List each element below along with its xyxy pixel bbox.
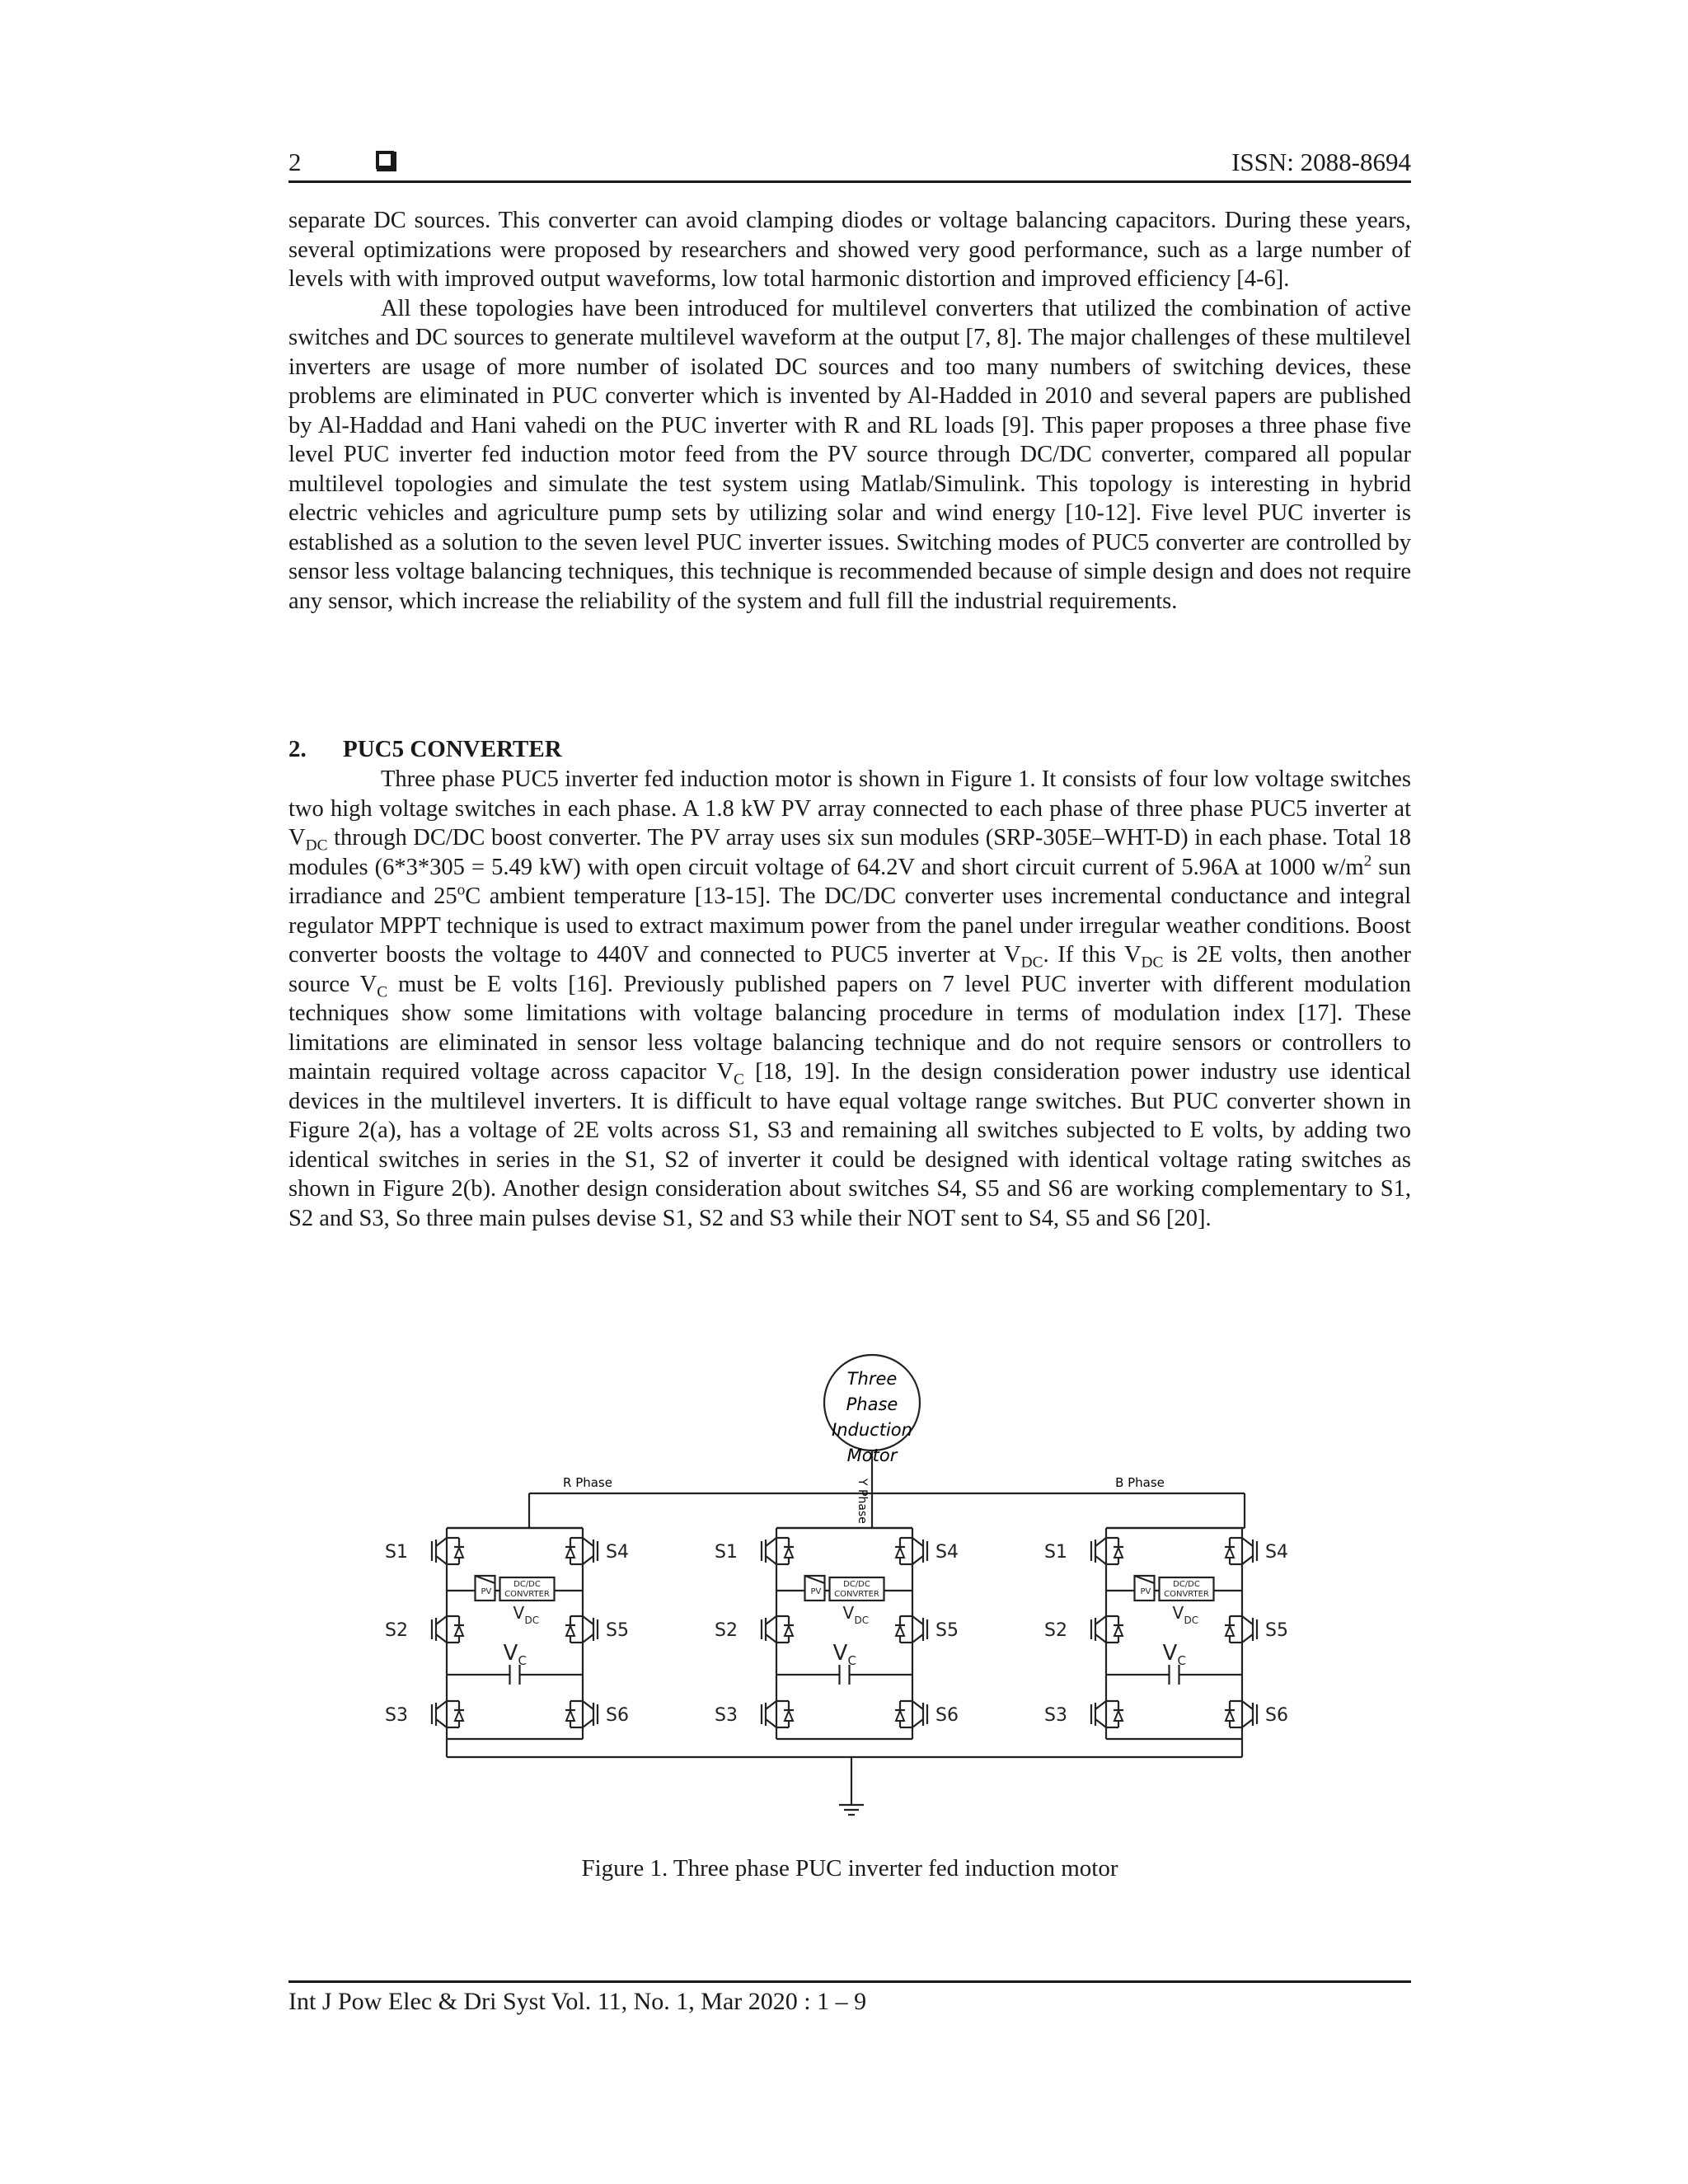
motor-label-line: Three <box>846 1369 898 1389</box>
igbt-switch-icon <box>1225 1701 1257 1727</box>
phase-labels <box>1044 1542 1288 1726</box>
switch-label: S4 <box>606 1542 629 1563</box>
igbt-switch-icon <box>1225 1616 1257 1643</box>
switch-label: S1 <box>1044 1542 1067 1563</box>
section-heading <box>288 734 562 764</box>
vdc-label: V <box>842 1603 855 1623</box>
pv-label: PV <box>481 1587 492 1596</box>
converter-label: CONVRTER <box>504 1590 550 1599</box>
switch-label: S2 <box>1044 1620 1067 1641</box>
phase-labels <box>715 1542 959 1726</box>
vc-label: V <box>1162 1641 1178 1666</box>
vc-subscript: C <box>1177 1653 1186 1668</box>
igbt-switch-icon <box>565 1616 598 1643</box>
figure-caption: Figure 1. Three phase PUC inverter fed induction motor <box>581 1855 1118 1882</box>
switch-label: S5 <box>606 1620 629 1641</box>
paragraph: Three phase PUC5 inverter fed induction motor is shown in Figure 1. It consists of four low voltage switches two high voltage switches in each phase. A 1.8 kW PV array connected to each phase of three phase PUC5 inverter at $V_{DC}$ through DC/DC boost converter. The PV array uses six sun modules (SRP-305E–WHT-D) in each phase. Total 18 modules (6*3*305 = 5.49 kW) with open circuit voltage of 64.2V and short circuit current of 5.96A at 1000 $w/m^2$ sun irradiance and 25$^o$C ambient temperature [13-15]. The DC/DC converter uses incremental conductance and integral regulator MPPT technique is used to extract maximum power from the panel under irregular weather conditions. Boost converter boosts the voltage to 440V and connected to PUC5 inverter at $V_{DC}$. If this $V_{DC}$ is 2E volts, then another source $V_C$ must be E volts [16]. Previously published papers on 7 level PUC inverter with different modulation techniques show some limitations with voltage balancing procedure in terms of modulation index [17]. These limitations are eliminated in sensor less voltage balancing technique and do not require sensors or controllers to maintain required voltage across capacitor $V_C$ [18, 19]. In the design consideration power industry use identical devices in the multilevel inverters. It is difficult to have equal voltage range switches. But PUC converter shown in Figure 2(a), has a voltage of 2E volts across S1, S3 and remaining all switches subjected to E volts, by adding two identical switches in series in the S1, S2 of inverter it could be designed with identical voltage rating switches as shown in Figure 2(b). Another design consideration about switches S4, S5 and S6 are working complementary to S1, S2 and S3, So three main pulses devise S1, S2 and S3 while their NOT sent to S4, S5 and S6 [20]. <box>288 766 1412 1231</box>
switch-label: S2 <box>715 1620 738 1641</box>
igbt-switch-icon <box>762 1538 794 1564</box>
switch-label: S6 <box>606 1705 629 1726</box>
vc-subscript: C <box>847 1653 856 1668</box>
r-phase-label: R Phase <box>563 1475 612 1490</box>
inverter-phase <box>1091 1526 1257 1739</box>
footer-citation: Int J Pow Elec & Dri Syst Vol. 11, No. 1, Mar 2020 : 1 – 9 <box>288 1988 867 2015</box>
igbt-switch-icon <box>895 1616 927 1643</box>
switch-label: S5 <box>1265 1620 1288 1641</box>
vdc-subscript: DC <box>524 1615 540 1626</box>
section-text <box>288 765 1411 1233</box>
issn-label: ISSN: 2088-8694 <box>1231 148 1411 176</box>
page-number: 2 <box>288 148 302 176</box>
footer-rule <box>288 1980 1411 1983</box>
switch-label: S3 <box>385 1705 408 1726</box>
converter-label: CONVRTER <box>834 1590 879 1599</box>
pv-label: PV <box>1140 1587 1151 1596</box>
inverter-phase <box>762 1526 927 1739</box>
paragraph: separate DC sources. This converter can avoid clamping diodes or voltage balancing capacitors. During these years, several optimizations were proposed by researchers and showed very good performance, such as a large number of levels with with improved output waveforms, low total harmonic distortion and improved efficiency [4-6]. <box>288 208 1411 292</box>
igbt-switch-icon <box>895 1701 927 1727</box>
switch-label: S1 <box>385 1542 408 1563</box>
igbt-switch-icon <box>1091 1616 1123 1643</box>
switch-label: S2 <box>385 1620 408 1641</box>
switch-label: S1 <box>715 1542 738 1563</box>
motor-label-line: Motor <box>846 1446 898 1465</box>
igbt-switch-icon <box>762 1616 794 1643</box>
switch-label: S6 <box>935 1705 959 1726</box>
igbt-switch-icon <box>1091 1701 1123 1727</box>
converter-label: DC/DC <box>1173 1580 1200 1589</box>
igbt-switch-icon <box>432 1616 464 1643</box>
vdc-subscript: DC <box>854 1615 870 1626</box>
paragraph: All these topologies have been introduced for multilevel converters that utilized the combination of active switches and DC sources to generate multilevel waveform at the output [7, 8]. The major challenges of these multilevel inverters are usage of more number of isolated DC sources and too many numbers of switching devices, these problems are eliminated in PUC converter which is invented by Al-Hadded in 2010 and several papers are published by Al-Haddad and Hani vahedi on the PUC inverter with R and RL loads [9]. This paper proposes a three phase five level PUC inverter fed induction motor feed from the PV source through DC/DC converter, compared all popular multilevel topologies and simulate the test system using Matlab/Simulink. This topology is interesting in hybrid electric vehicles and agriculture pump sets by utilizing solar and wind energy [10-12]. Five level PUC inverter is established as a solution to the seven level PUC inverter issues. Switching modes of PUC5 converter are controlled by sensor less voltage balancing techniques, this technique is recommended because of simple design and does not require any sensor, which increase the reliability of the system and full fill the industrial requirements. <box>288 295 1411 614</box>
inverter-phase <box>432 1526 598 1739</box>
page-header <box>288 145 1411 180</box>
b-phase-label: B Phase <box>1115 1475 1165 1490</box>
circuit-diagram <box>379 1345 1385 1840</box>
switch-label: S6 <box>1265 1705 1288 1726</box>
igbt-switch-icon <box>895 1538 927 1564</box>
vc-subscript: C <box>518 1653 527 1668</box>
switch-label: S3 <box>1044 1705 1067 1726</box>
motor-label-line: Phase <box>846 1394 898 1414</box>
motor-label-line: Induction <box>832 1420 912 1440</box>
intro-text <box>288 206 1411 616</box>
igbt-switch-icon <box>432 1538 464 1564</box>
igbt-switch-icon <box>432 1701 464 1727</box>
vdc-label: V <box>513 1603 525 1623</box>
induction-motor <box>824 1355 920 1465</box>
switch-label: S4 <box>935 1542 959 1563</box>
figure-1 <box>379 1345 1385 1840</box>
vc-label: V <box>832 1641 848 1666</box>
igbt-switch-icon <box>1091 1538 1123 1564</box>
converter-label: CONVRTER <box>1164 1590 1209 1599</box>
section-title: PUC5 CONVERTER <box>343 736 562 762</box>
igbt-switch-icon <box>565 1538 598 1564</box>
igbt-switch-icon <box>565 1701 598 1727</box>
vdc-subscript: DC <box>1184 1615 1199 1626</box>
converter-label: DC/DC <box>843 1580 870 1589</box>
vdc-label: V <box>1172 1603 1184 1623</box>
igbt-switch-icon <box>762 1701 794 1727</box>
converter-label: DC/DC <box>513 1580 541 1589</box>
vc-label: V <box>503 1641 518 1666</box>
header-rule <box>288 180 1411 183</box>
switch-label: S3 <box>715 1705 738 1726</box>
switch-label: S4 <box>1265 1542 1288 1563</box>
ground-symbol <box>839 1805 864 1815</box>
phase-labels <box>385 1542 629 1726</box>
square-bullet-icon <box>376 151 394 169</box>
igbt-switch-icon <box>1225 1538 1257 1564</box>
y-phase-label: Y Phase <box>856 1479 869 1524</box>
section-number: 2. <box>288 736 307 762</box>
pv-label: PV <box>810 1587 822 1596</box>
switch-label: S5 <box>935 1620 959 1641</box>
